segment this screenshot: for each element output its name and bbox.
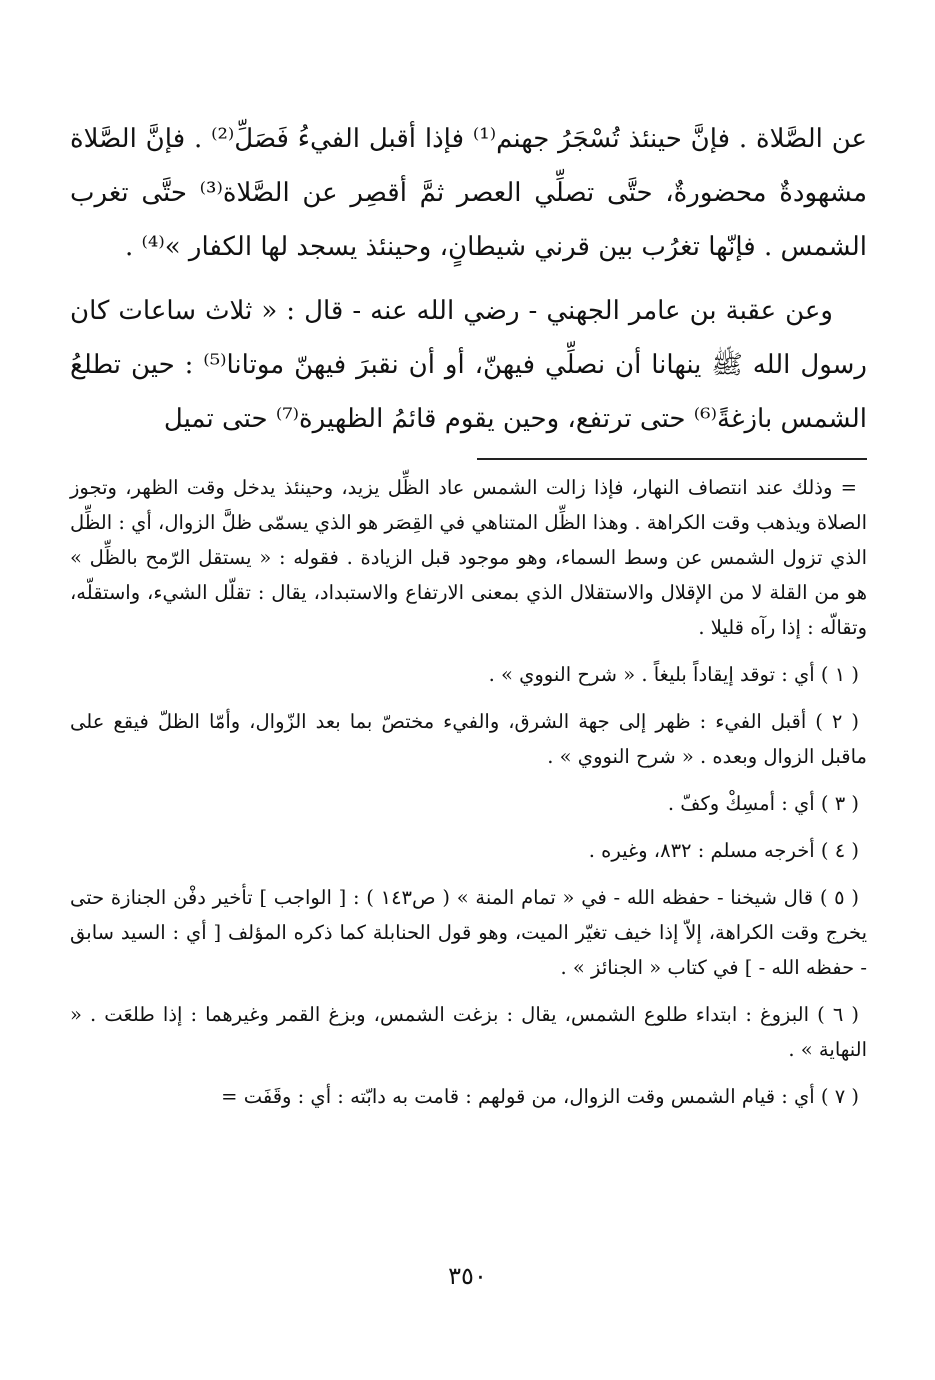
main-paragraph-1: عن الصَّلاة . فإنَّ حينئذ تُسْجَرُ جهنم⁽¹⁾ فإذا أقبل الفيءُ فَصَلِّ⁽²⁾ . فإنَّ الصَّلاة مشهودةٌ محضورةٌ، حتَّى تصلِّي العصر ثمَّ أقصِر عن الصَّلاة⁽³⁾ حتَّى تغرب الشمس . فإنّها تغرُب بين قرني شيطانٍ، وحينئذ يسجد لها الكفار »⁽⁴⁾ . (70, 124, 868, 262)
footnote-4: ( ٤ ) أخرجه مسلم : ٨٣٢، وغيره . (588, 839, 859, 862)
footnotes (70, 470, 867, 1114)
footnote-5: ( ٥ ) قال شيخنا - حفظه الله - في « تمام المنة » ( ص١٤٣ ) : [ الواجب ] تأخير دفْن الجنازة حتى يخرج وقت الكراهة، إلاّ إذا خيف تغيّر الميت، وهو قول الحنابلة كما ذكره المؤلف [ أي : السيد سابق - حفظه الله - ] في كتاب « الجنائز » . (70, 886, 867, 979)
page-number: ٣٥٠ (448, 1262, 487, 1290)
footnote-3: ( ٣ ) أي : أمسِكْ وكفّ . (667, 792, 859, 815)
main-paragraph-2: وعن عقبة بن عامر الجهني - رضي الله عنه - قال : « ثلاث ساعات كان رسول الله ﷺ ينهانا أن نصلِّي فيهنّ، أو أن نقبرَ فيهنّ موتانا⁽⁵⁾ : حين تطلعُ الشمس بازغةً⁽⁶⁾ حتى ترتفع، وحين يقوم قائمُ الظهيرة⁽⁷⁾ حتى تميل (70, 296, 867, 434)
footnote-1: ( ١ ) أي : توقد إيقاداً بليغاً . « شرح النووي » . (488, 663, 859, 686)
main-text (70, 112, 867, 446)
footnote-continuation: = وذلك عند انتصاف النهار، فإذا زالت الشمس عاد الظِّل يزيد، وحينئذ يدخل وقت الظهر، وتجوز الصلاة ويذهب وقت الكراهة . وهذا الظِّل المتناهي في القِصَر هو الذي يسمّى ظلَّ الزوال، أي : الظِّل الذي تزول الشمس عن وسط السماء، وهو موجود قبل الزيادة . فقوله : « يستقل الرّمح بالظِّل » هو من القلة لا من الإقلال والاستقلال الذي بمعنى الارتفاع والاستبداد، يقال : تقلّل الشيء، واستقلّه، وتقالّه : إذا رآه قليلا . (70, 476, 867, 639)
footnote-separator (477, 458, 867, 460)
footnote-7: ( ٧ ) أي : قيام الشمس وقت الزوال، من قولهم : قامت به دابّته : أي : وقَفَت = (221, 1085, 859, 1108)
page-content (70, 112, 867, 1114)
footnote-2: ( ٢ ) أقبل الفيء : ظهر إلى جهة الشرق، والفيء مختصّ بما بعد الزّوال، وأمّا الظلّ فيقع على ماقبل الزوال وبعده . « شرح النووي » . (70, 710, 867, 768)
footnote-6: ( ٦ ) البزوغ : ابتداء طلوع الشمس، يقال : بزغت الشمس، وبزغ القمر وغيرهما : إذا طلعَت . « النهاية » . (70, 1003, 867, 1061)
